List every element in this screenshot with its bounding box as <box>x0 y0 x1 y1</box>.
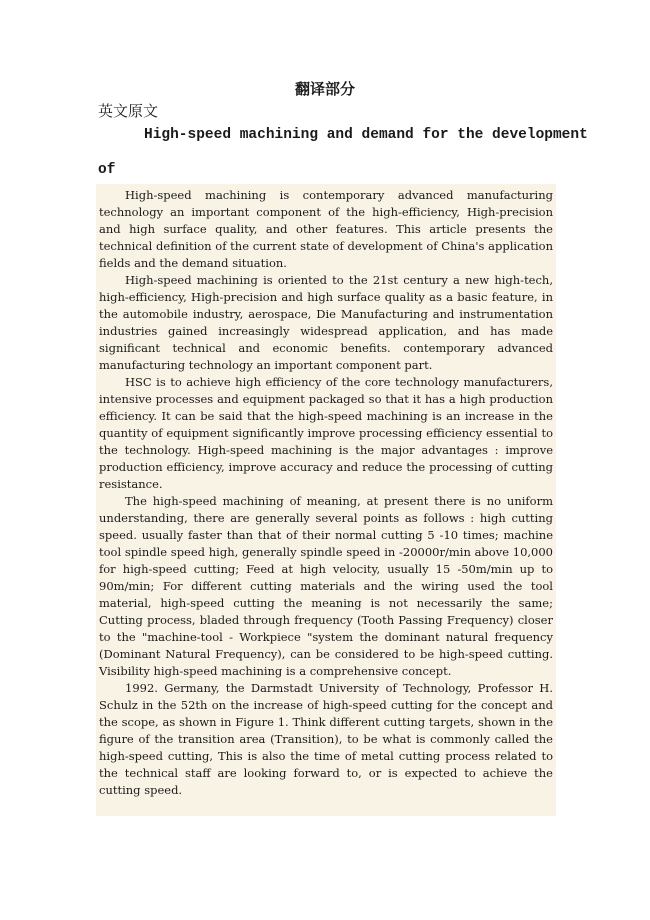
paragraph-4: The high-speed machining of meaning, at present there is no uniform understanding, there are generally several points as follows : high cutting speed. usually faster than that of their normal cutting 5 -10 times; machine tool spindle speed high, generally spindle speed in -20000r/min above 10,000 for high-speed cutting; Feed at high velocity, usually 15 -50m/min up to 90m/min; For different cutting materials and the wiring used the tool material, high-speed cutting the meaning is not necessarily the same; Cutting process, bladed through frequency (Tooth Passing Frequency) closer to the "machine-tool - Workpiece "system the dominant natural frequency (Dominant Natural Frequency), can be considered to be high-speed cutting. Visibility high-speed machining is a comprehensive concept. <box>99 494 553 678</box>
paragraph-3: HSC is to achieve high efficiency of the core technology manufacturers, intensive processes and equipment packaged so that it has a high production efficiency. It can be said that the high-speed machining is an increase in the quantity of equipment significantly improve processing efficiency essential to the technology. High-speed machining is the major advantages : improve production efficiency, improve accuracy and reduce the processing of cutting resistance. <box>99 375 553 491</box>
article-title-line-2: of <box>98 162 116 178</box>
paragraph-1: High-speed machining is contemporary advanced manufacturing technology an important component of the high-efficiency, High-precision and high surface quality, and other features. This article presents the technical definition of the current state of development of China's application fields and the demand situation. <box>99 188 553 270</box>
paragraph-2: High-speed machining is oriented to the 21st century a new high-tech, high-efficiency, High-precision and high surface quality as a basic feature, in the automobile industry, aerospace, Die Manufacturing and instrumentation industries gained increasingly widespread application, and has made significant technical and economic benefits. contemporary advanced manufacturing technology an important component part. <box>99 273 553 372</box>
section-label: 英文原文 <box>98 102 159 120</box>
article-body <box>96 184 556 816</box>
paragraph-5: 1992. Germany, the Darmstadt University of Technology, Professor H. Schulz in the 52th on the increase of high-speed cutting for the concept and the scope, as shown in Figure 1. Think different cutting targets, shown in the figure of the transition area (Transition), to be what is commonly called the high-speed cutting, This is also the time of metal cutting process related to the technical staff are looking forward to, or is expected to achieve the cutting speed. <box>99 681 553 797</box>
page-title: 翻译部分 <box>294 80 355 98</box>
article-title-line-1: High-speed machining and demand for the development <box>144 127 588 143</box>
